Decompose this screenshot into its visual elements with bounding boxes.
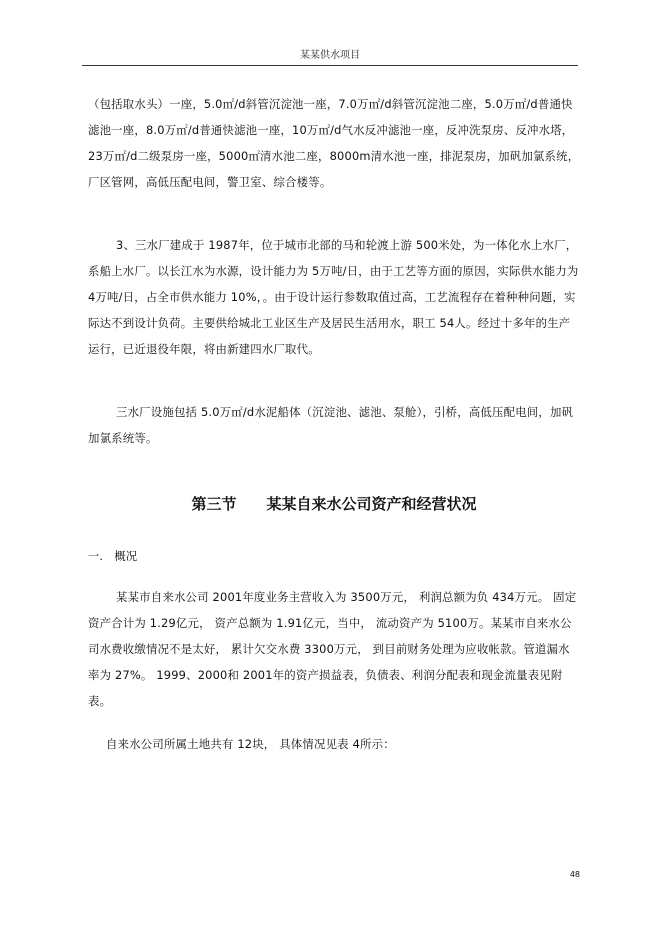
paragraph-financial-status: 某某市自来水公司 2001年度业务主营收入为 3500万元， 利润总额为负 434万元。 固定资产合计为 1.29亿元， 资产总额为 1.91亿元，当中， 流动资产为 5100万。某某市自来水公司水费收缴情况不是太好， 累计欠交水费 3300万元， 到目前财务处理为应收帐款。管道漏水率为 27%。 1999、2000和 2001年的资产损益表，负债表、利润分配表和现金流量表见附表。 <box>88 590 577 708</box>
paragraph-plant3-facilities: 三水厂设施包括 5.0万㎡/d水泥船体（沉淀池、滤池、泵舱），引桥，高低压配电间，加矾加氯系统等。 <box>88 405 574 445</box>
section-title: 第三节 某某自来水公司资产和经营状况 <box>191 495 477 513</box>
paragraph-plant3-overview: 3、三水厂建成于 1987年，位于城市北部的马和轮渡上游 500米处，为一体化水上水厂，系船上水厂。以长江水为水源，设计能力为 5万吨/日，由于工艺等方面的原因，实际供水能力为 4万吨/日，占全市供水能力 10%，。由于设计运行参数取值过高，工艺流程存在着种种问题，实际达不到设计负荷。主要供给城北工业区生产及居民生活用水，职工 54人。经过十多年的生产运行，已近退役年限，将由新建四水厂取代。 <box>88 238 579 356</box>
page-header: 某某供水项目 <box>300 50 360 61</box>
subheading-overview: 一. 概况 <box>88 549 138 563</box>
header-rule <box>82 65 578 66</box>
paragraph-land-holdings: 自来水公司所属土地共有 12块， 具体情况见表 4所示： <box>106 737 395 751</box>
paragraph-plant2-facilities: （包括取水头）一座，5.0㎡/d斜管沉淀池一座，7.0万㎡/d斜管沉淀池二座，5.0万㎡/d普通快滤池一座，8.0万㎡/d普通快滤池一座，10万㎡/d气水反冲滤池一座，反冲洗泵房、反冲水塔，23万㎡/d二级泵房一座，5000㎡清水池二座，8000m清水池一座，排泥泵房，加矾加氯系统，厂区管网，高低压配电间，警卫室、综合楼等。 <box>88 97 580 189</box>
page-number: 48 <box>569 870 580 879</box>
